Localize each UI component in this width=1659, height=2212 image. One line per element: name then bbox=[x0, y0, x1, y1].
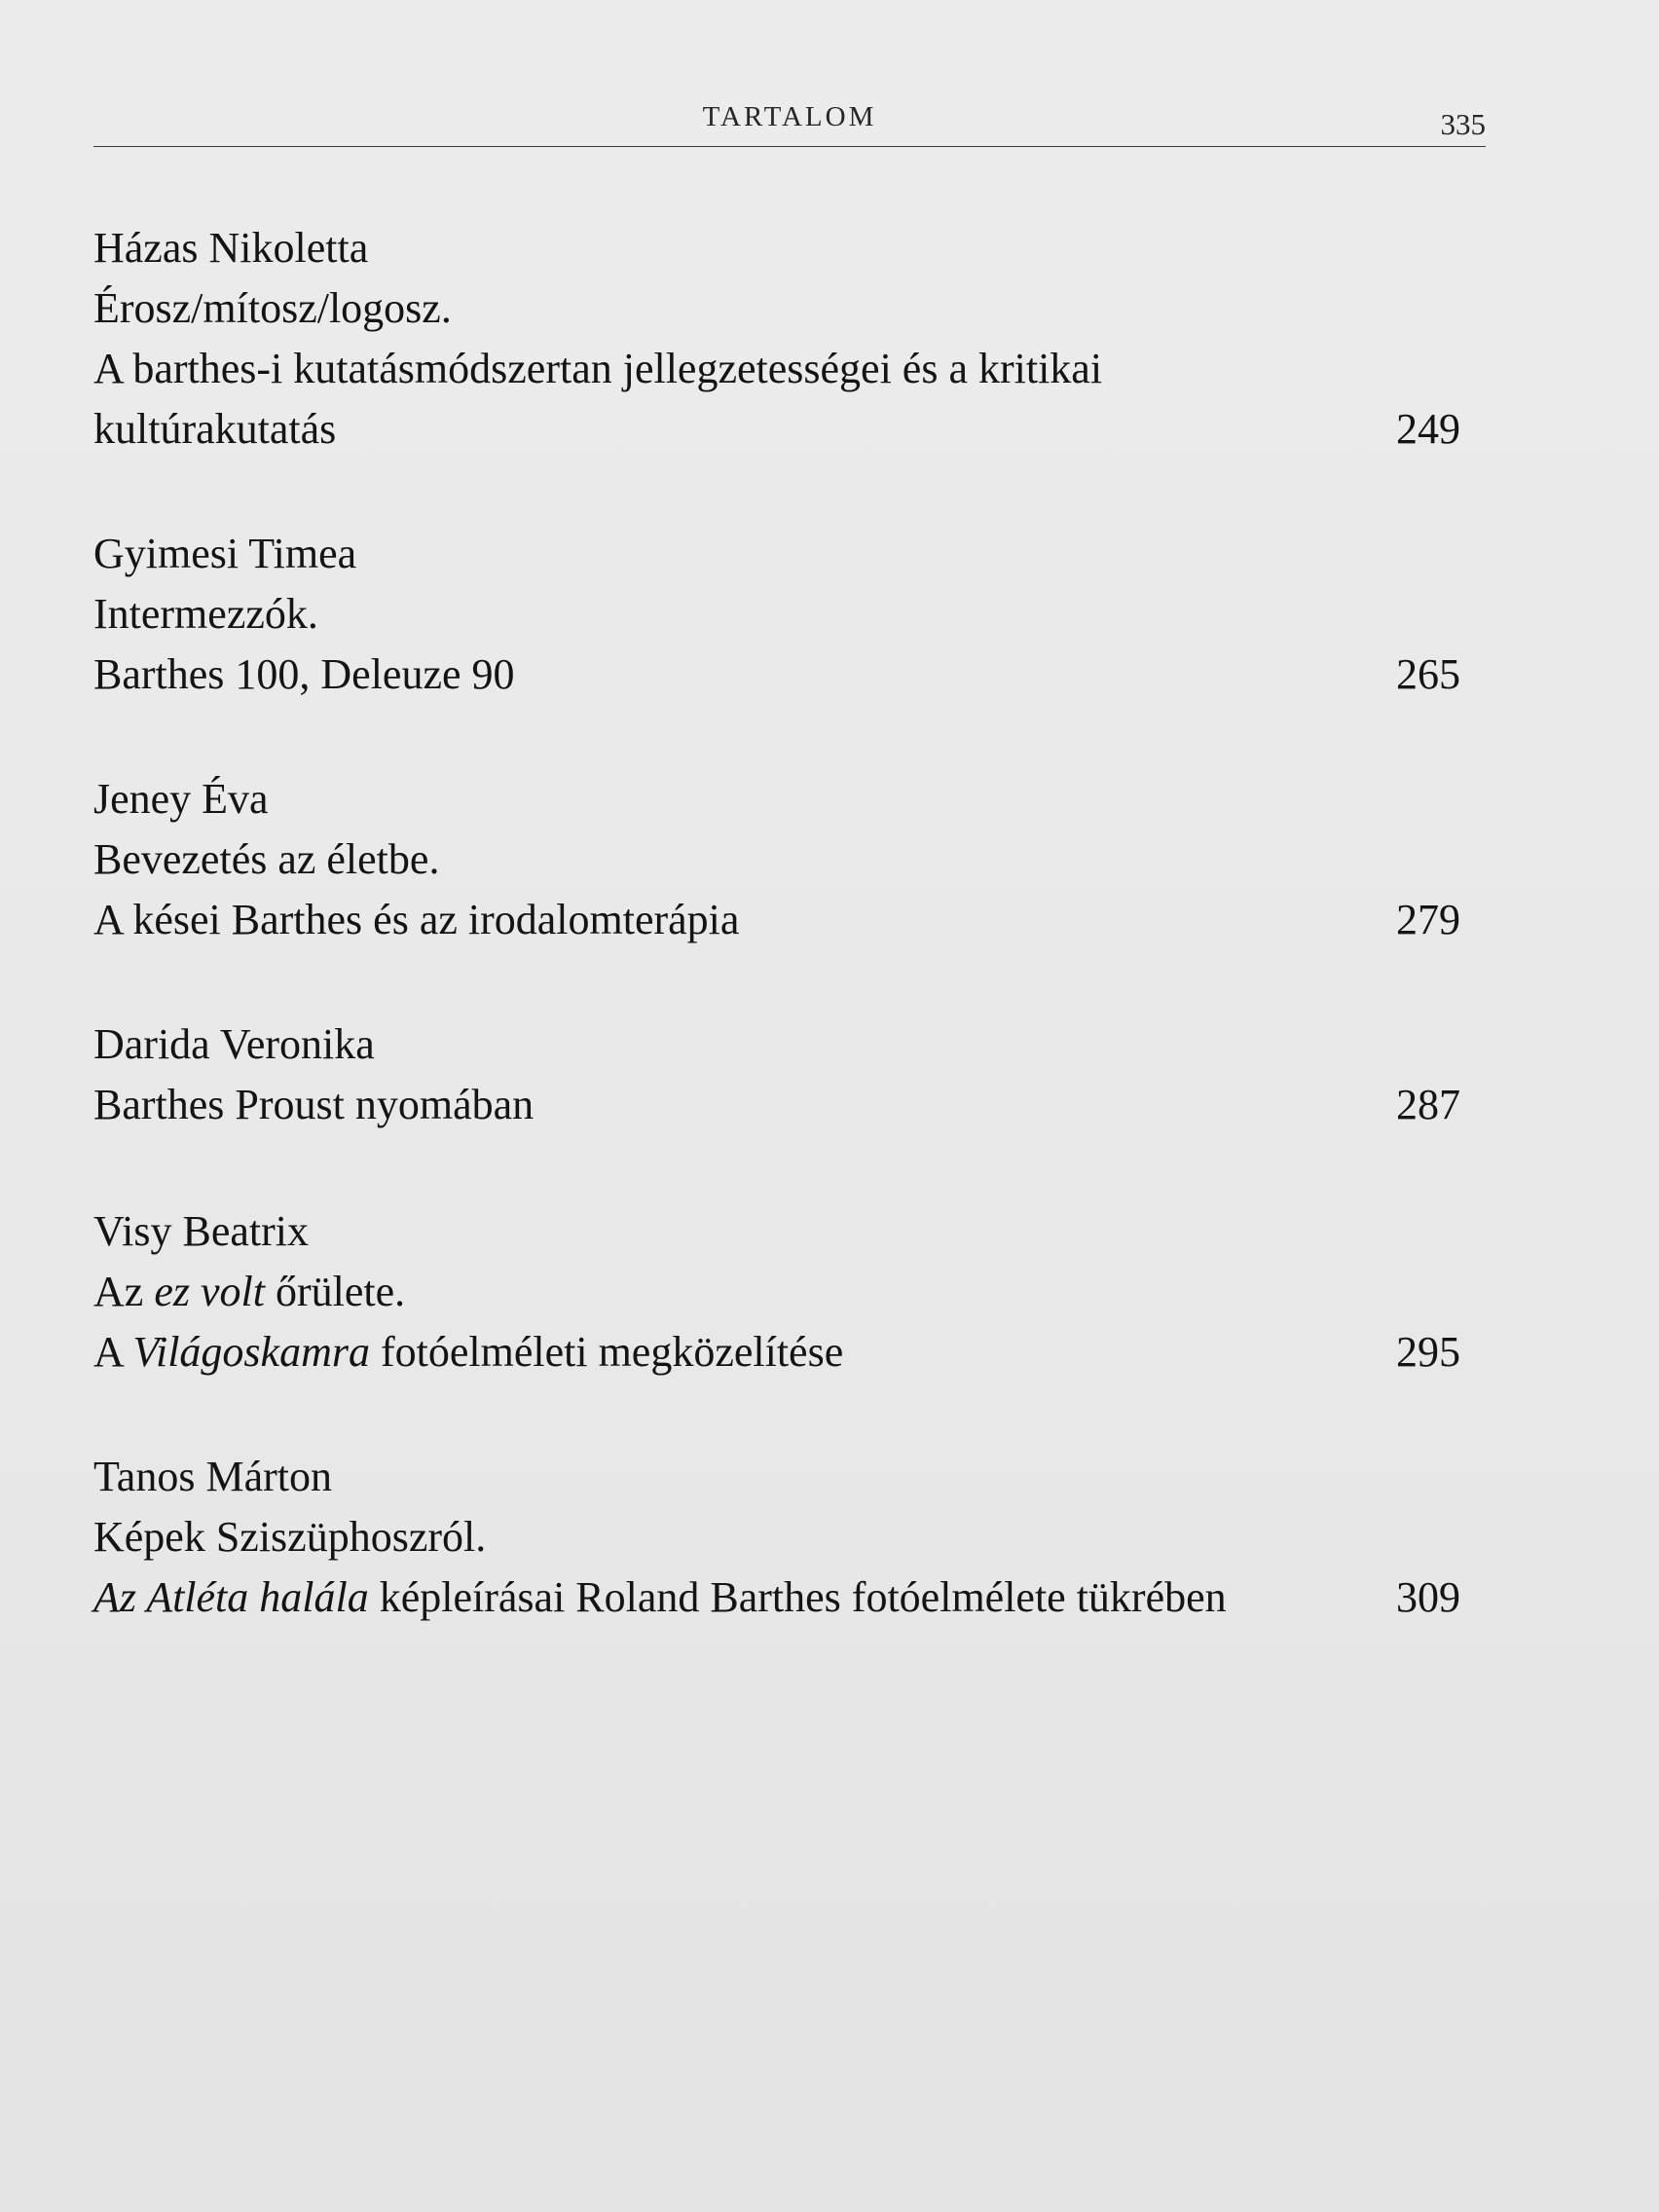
toc-page-number: 249 bbox=[1396, 405, 1460, 453]
toc-title-italic: Az Atléta halála bbox=[93, 1573, 369, 1621]
toc-author: Darida Veronika bbox=[93, 1020, 375, 1068]
toc-title-line bbox=[93, 1322, 1460, 1382]
toc-entry bbox=[93, 524, 1460, 705]
toc-page-number: 287 bbox=[1396, 1081, 1460, 1128]
running-head-page-number: 335 bbox=[1440, 107, 1486, 141]
toc-title-italic: Világoskamra bbox=[132, 1328, 370, 1376]
toc-title-italic: ez volt bbox=[154, 1268, 265, 1315]
toc-page-number: 279 bbox=[1396, 896, 1460, 943]
toc-title-line: Képek Sziszüphoszról. bbox=[93, 1513, 487, 1561]
toc-entry bbox=[93, 1447, 1460, 1628]
toc-entry bbox=[93, 1201, 1460, 1382]
toc-page-number: 265 bbox=[1396, 650, 1460, 698]
toc-author: Jeney Éva bbox=[93, 775, 269, 823]
table-of-contents bbox=[93, 218, 1460, 1628]
toc-title-text: őrülete. bbox=[264, 1268, 406, 1315]
toc-title-text: fotóelméleti megközelítése bbox=[369, 1328, 844, 1376]
toc-page-number: 295 bbox=[1396, 1328, 1460, 1376]
toc-title-line: Barthes Proust nyomában bbox=[93, 1081, 535, 1128]
running-head bbox=[93, 97, 1486, 147]
toc-title-line: Intermezzók. bbox=[93, 590, 318, 638]
toc-title-line: Érosz/mítosz/logosz. bbox=[93, 284, 452, 332]
toc-title-text: képleírásai Roland Barthes fotóelmélete tükrében bbox=[368, 1573, 1227, 1621]
running-head-title: TARTALOM bbox=[702, 101, 877, 132]
toc-title-text: Az bbox=[93, 1268, 155, 1315]
toc-entry bbox=[93, 1014, 1460, 1135]
toc-entry bbox=[93, 218, 1460, 460]
toc-author: Házas Nikoletta bbox=[93, 224, 369, 272]
toc-page-number: 309 bbox=[1396, 1573, 1460, 1621]
toc-title-line: kultúrakutatás bbox=[93, 405, 337, 453]
toc-author: Tanos Márton bbox=[93, 1453, 332, 1500]
toc-entry bbox=[93, 769, 1460, 950]
toc-title-line: Barthes 100, Deleuze 90 bbox=[93, 650, 515, 698]
toc-title-line bbox=[93, 1262, 1460, 1322]
toc-title-line: A kései Barthes és az irodalomterápia bbox=[93, 896, 740, 943]
toc-title-line bbox=[93, 1567, 1460, 1628]
toc-title-line: A barthes-i kutatásmódszertan jellegzetességei és a kritikai bbox=[93, 345, 1103, 392]
toc-author: Gyimesi Timea bbox=[93, 530, 357, 577]
toc-title-line: Bevezetés az életbe. bbox=[93, 835, 440, 883]
toc-author: Visy Beatrix bbox=[93, 1207, 309, 1255]
toc-title-text: A bbox=[93, 1328, 133, 1376]
